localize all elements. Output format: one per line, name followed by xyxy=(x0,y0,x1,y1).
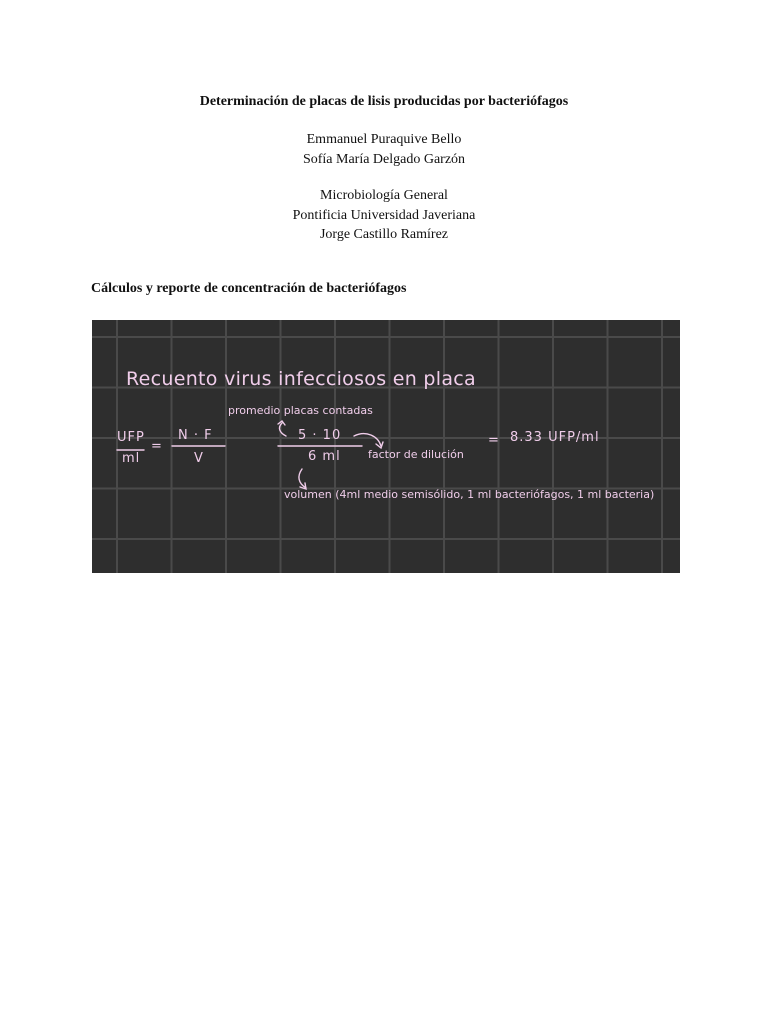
section-heading: Cálculos y reporte de concentración de bacteriófagos xyxy=(91,281,407,296)
formula-rhs-numerator: N · F xyxy=(178,428,213,443)
formula-lhs-denominator: ml xyxy=(122,451,141,466)
result-equals: = xyxy=(488,433,500,448)
result-value: 8.33 UFP/ml xyxy=(510,430,600,445)
affiliation-block xyxy=(0,186,768,245)
author-name: Sofía María Delgado Garzón xyxy=(302,151,466,167)
professor-name: Jorge Castillo Ramírez xyxy=(319,227,449,242)
handwritten-calculation-image xyxy=(92,320,680,573)
authors-block xyxy=(0,130,768,169)
formula-lhs-numerator: UFP xyxy=(117,430,145,445)
document-title: Determinación de placas de lisis producidas por bacteriófagos xyxy=(199,94,569,109)
university-name: Pontificia Universidad Javeriana xyxy=(292,207,476,223)
course-name: Microbiología General xyxy=(320,188,448,203)
note-promedio: promedio placas contadas xyxy=(228,404,373,417)
formula-equals: = xyxy=(151,439,163,454)
board-heading: Recuento virus infecciosos en placa xyxy=(126,368,476,390)
calc-denominator: 6 ml xyxy=(308,449,341,464)
note-factor-dilucion: factor de dilución xyxy=(368,448,464,461)
calc-numerator: 5 · 10 xyxy=(298,428,342,443)
author-name: Emmanuel Puraquive Bello xyxy=(306,132,462,147)
note-volumen: volumen (4ml medio semisólido, 1 ml bacteriófagos, 1 ml bacteria) xyxy=(284,488,655,501)
board-strokes xyxy=(92,320,680,573)
formula-rhs-denominator: V xyxy=(194,451,204,466)
